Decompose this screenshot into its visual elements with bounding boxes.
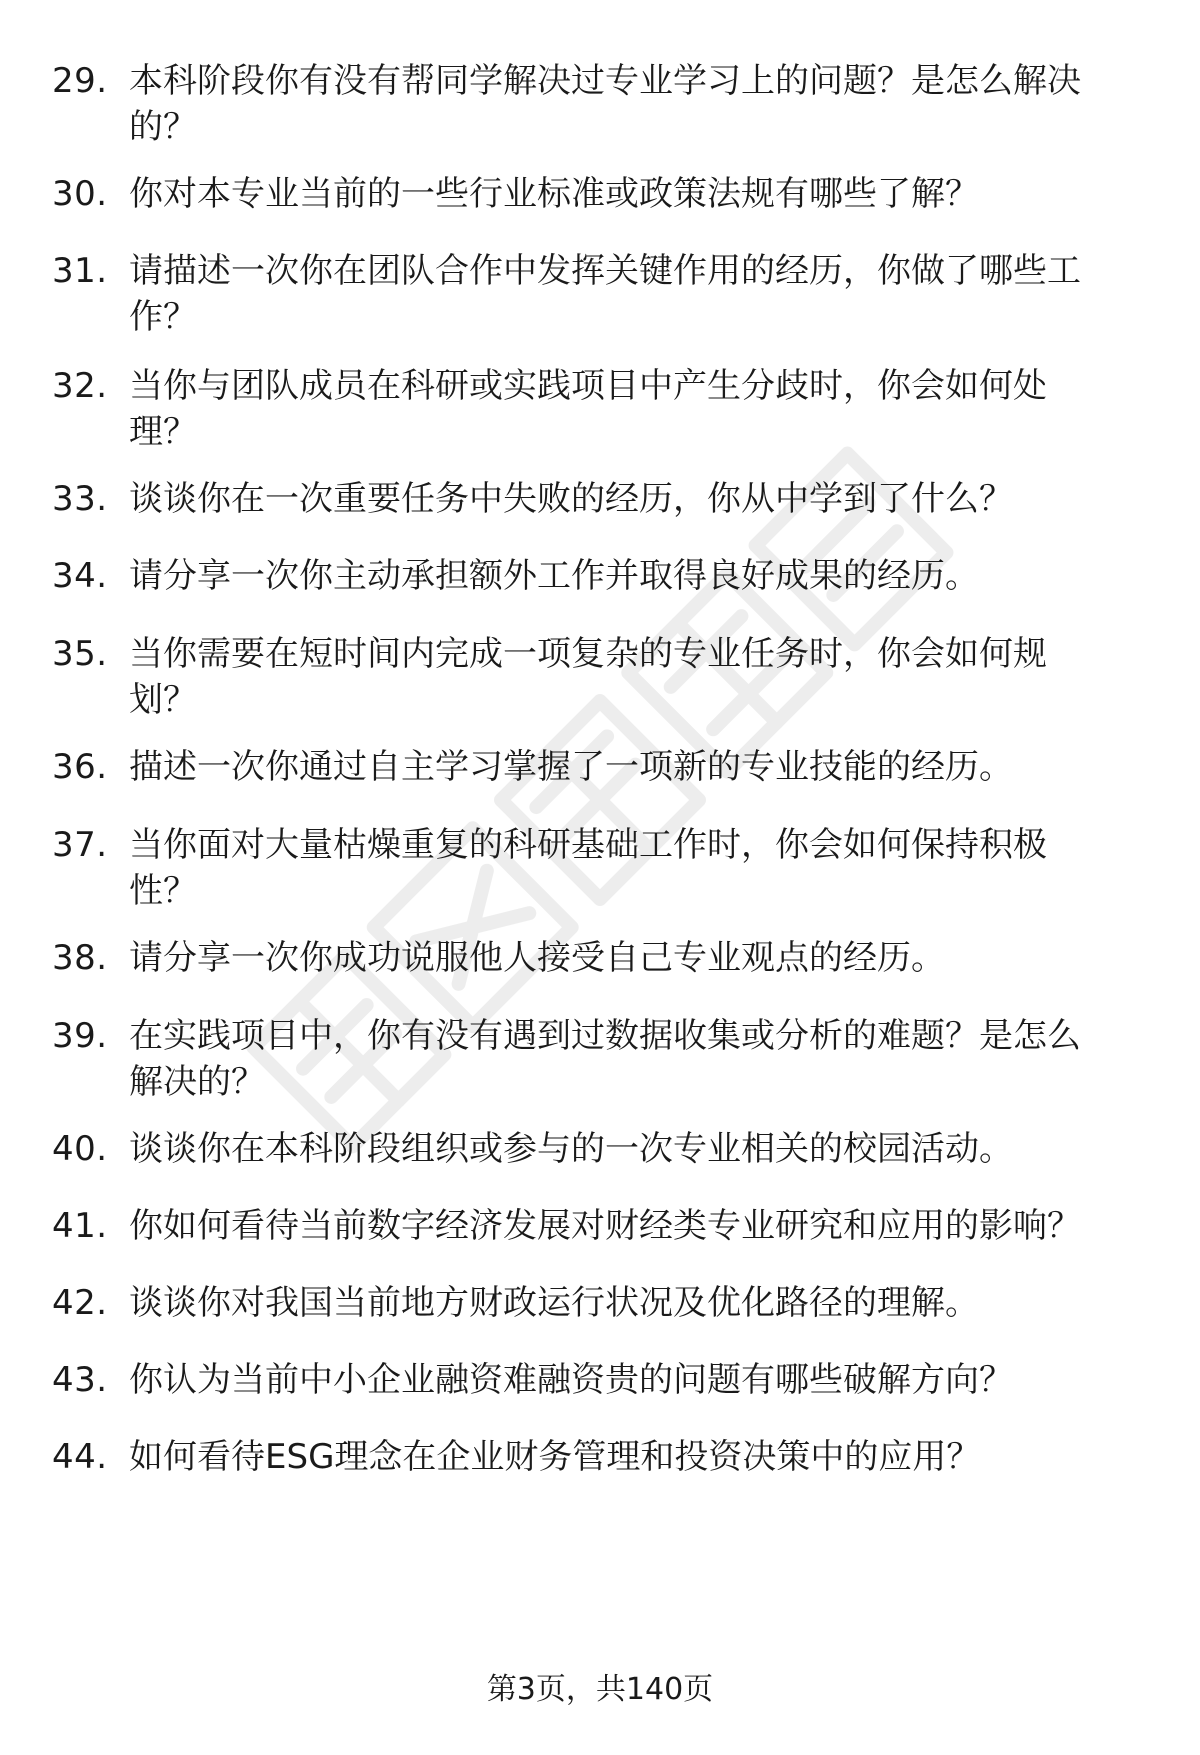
question-line: 谈谈你对我国当前地方财政运行状况及优化路径的理解。	[129, 1283, 979, 1323]
question-text	[129, 1203, 1139, 1249]
question-line: 作？	[129, 297, 197, 337]
question-text	[129, 171, 1139, 217]
question-text	[129, 1357, 1139, 1403]
question-number: 31.	[52, 251, 108, 291]
question-text	[129, 1280, 1139, 1326]
question-number: 37.	[52, 825, 108, 865]
question-text	[129, 935, 1139, 981]
question-line: 划？	[129, 680, 197, 720]
question-number: 40.	[52, 1129, 108, 1169]
page-footer	[0, 1670, 1200, 1710]
question-text	[129, 553, 1139, 599]
question-line: 的？	[129, 107, 197, 147]
question-line: 请分享一次你成功说服他人接受自己专业观点的经历。	[129, 938, 945, 978]
question-number: 30.	[52, 174, 108, 214]
question-number: 43.	[52, 1360, 108, 1400]
question-line: 请分享一次你主动承担额外工作并取得良好成果的经历。	[129, 556, 979, 596]
question-line: 当你与团队成员在科研或实践项目中产生分歧时，你会如何处	[129, 366, 1047, 406]
question-number: 34.	[52, 556, 108, 596]
question-line: 本科阶段你有没有帮同学解决过专业学习上的问题？是怎么解决	[129, 61, 1081, 101]
question-text	[129, 631, 1139, 723]
question-number: 35.	[52, 634, 108, 674]
question-text	[129, 476, 1139, 522]
question-text	[129, 822, 1139, 914]
question-number: 41.	[52, 1206, 108, 1246]
question-line: 谈谈你在本科阶段组织或参与的一次专业相关的校园活动。	[129, 1129, 1013, 1169]
question-line: 你如何看待当前数字经济发展对财经类专业研究和应用的影响？	[129, 1206, 1081, 1246]
question-number: 44.	[52, 1437, 108, 1477]
question-number: 39.	[52, 1016, 108, 1056]
question-line: 谈谈你在一次重要任务中失败的经历，你从中学到了什么？	[129, 479, 1013, 519]
question-line: 你认为当前中小企业融资难融资贵的问题有哪些破解方向？	[129, 1360, 1013, 1400]
question-line: 描述一次你通过自主学习掌握了一项新的专业技能的经历。	[129, 747, 1013, 787]
question-number: 38.	[52, 938, 108, 978]
question-text	[129, 1126, 1139, 1172]
question-line: 在实践项目中，你有没有遇到过数据收集或分析的难题？是怎么	[129, 1016, 1081, 1056]
question-text	[129, 1013, 1139, 1105]
question-text	[129, 363, 1139, 455]
question-line: 解决的？	[129, 1062, 265, 1102]
question-line: 性？	[129, 871, 197, 911]
question-number: 42.	[52, 1283, 108, 1323]
question-text	[129, 58, 1139, 150]
question-text	[129, 248, 1139, 340]
question-number: 36.	[52, 747, 108, 787]
question-number: 33.	[52, 479, 108, 519]
question-number: 32.	[52, 366, 108, 406]
question-text	[129, 744, 1139, 790]
question-line: 当你面对大量枯燥重复的科研基础工作时，你会如何保持积极	[129, 825, 1047, 865]
question-line: 如何看待ESG理念在企业财务管理和投资决策中的应用？	[129, 1437, 981, 1477]
question-text	[129, 1434, 1139, 1480]
question-number: 29.	[52, 61, 108, 101]
question-line: 你对本专业当前的一些行业标准或政策法规有哪些了解？	[129, 174, 979, 214]
question-line: 理？	[129, 412, 197, 452]
page-number-label: 第3页，共140页	[486, 1672, 714, 1707]
question-line: 请描述一次你在团队合作中发挥关键作用的经历，你做了哪些工	[129, 251, 1081, 291]
question-line: 当你需要在短时间内完成一项复杂的专业任务时，你会如何规	[129, 634, 1047, 674]
